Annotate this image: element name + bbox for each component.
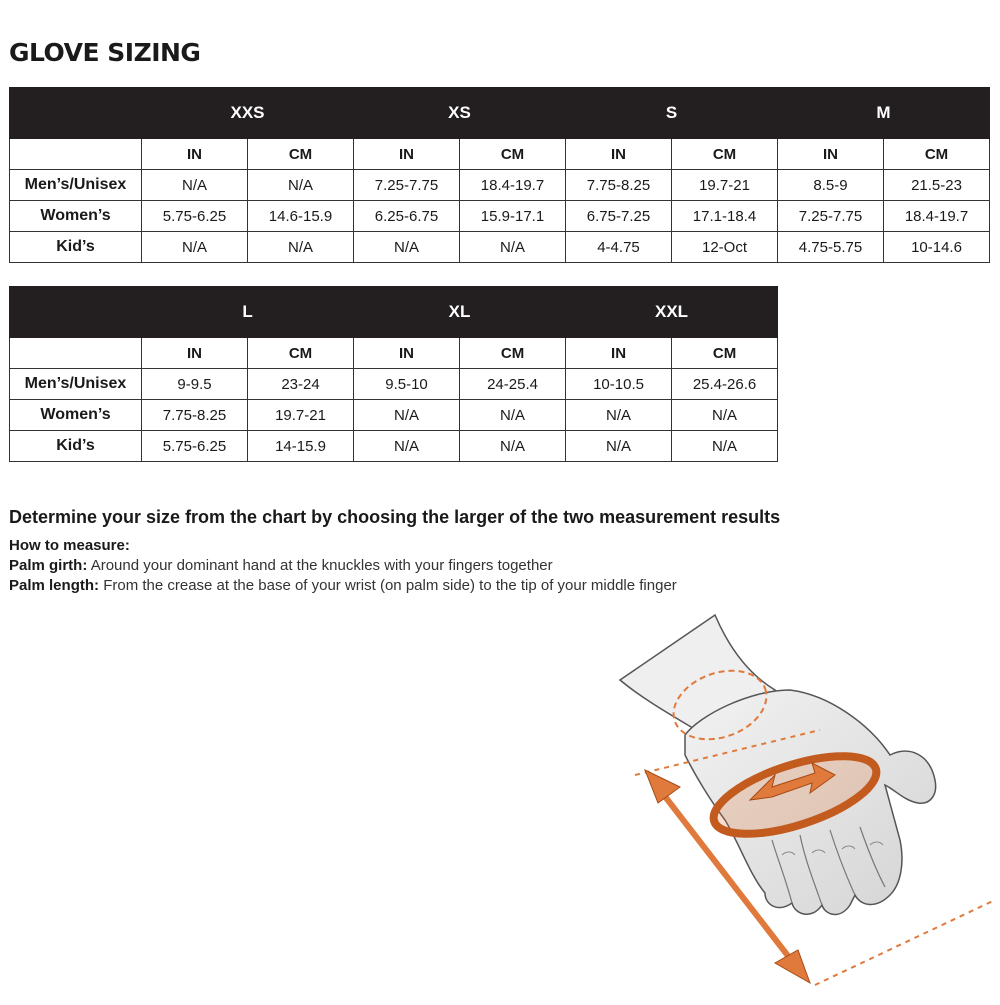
table-row — [10, 232, 990, 263]
size-header: XS — [354, 88, 566, 139]
table-cell: 7.25-7.75 — [354, 170, 460, 201]
palm-length-text: From the crease at the base of your wrist (on palm side) to the tip of your middle finger — [103, 577, 677, 594]
row-label: Kid’s — [10, 431, 142, 462]
table-cell: 14.6-15.9 — [248, 201, 354, 232]
table-cell: N/A — [142, 170, 248, 201]
table-cell: 19.7-21 — [672, 170, 778, 201]
table-cell: N/A — [460, 400, 566, 431]
table-cell: 14-15.9 — [248, 431, 354, 462]
table-cell: 9.5-10 — [354, 369, 460, 400]
header-blank — [10, 88, 142, 139]
table-row — [10, 201, 990, 232]
how-to-heading: How to measure: — [9, 537, 130, 554]
table-cell: N/A — [248, 170, 354, 201]
size-table-1 — [9, 87, 990, 263]
table-cell: N/A — [142, 232, 248, 263]
table-cell: N/A — [248, 232, 354, 263]
unit-header: CM — [672, 338, 778, 369]
unit-header: IN — [778, 139, 884, 170]
table-row — [10, 170, 990, 201]
table-cell: N/A — [672, 431, 778, 462]
unit-header: IN — [142, 338, 248, 369]
table-cell: N/A — [354, 232, 460, 263]
table-cell: 15.9-17.1 — [460, 201, 566, 232]
unit-header: CM — [672, 139, 778, 170]
size-header: XL — [354, 287, 566, 338]
table-cell: 6.75-7.25 — [566, 201, 672, 232]
table-cell: N/A — [566, 431, 672, 462]
unit-header: IN — [354, 139, 460, 170]
table-cell: 7.25-7.75 — [778, 201, 884, 232]
page-title: GLOVE SIZING — [9, 38, 201, 67]
unit-header: CM — [884, 139, 990, 170]
table-cell: 25.4-26.6 — [672, 369, 778, 400]
unit-header: CM — [248, 338, 354, 369]
table-cell: 4.75-5.75 — [778, 232, 884, 263]
table-cell: N/A — [460, 232, 566, 263]
table-cell: 10-14.6 — [884, 232, 990, 263]
unit-header: IN — [566, 139, 672, 170]
table-row — [10, 400, 778, 431]
size-header: L — [142, 287, 354, 338]
table-cell: N/A — [354, 400, 460, 431]
unit-header: IN — [566, 338, 672, 369]
header-blank — [10, 287, 142, 338]
table-cell: 5.75-6.25 — [142, 431, 248, 462]
instruction-lead: Determine your size from the chart by choosing the larger of the two measurement results — [9, 507, 781, 527]
palm-girth-text: Around your dominant hand at the knuckles with your fingers together — [90, 557, 553, 574]
row-label: Men’s/Unisex — [10, 170, 142, 201]
row-label: Kid’s — [10, 232, 142, 263]
table-row — [10, 431, 778, 462]
unit-header: CM — [460, 338, 566, 369]
size-table-2 — [9, 286, 778, 462]
unit-blank — [10, 139, 142, 170]
unit-header: IN — [142, 139, 248, 170]
size-header: XXL — [566, 287, 778, 338]
palm-length-label: Palm length: — [9, 577, 100, 594]
table-cell: 18.4-19.7 — [460, 170, 566, 201]
table-cell: 4-4.75 — [566, 232, 672, 263]
table-cell: 5.75-6.25 — [142, 201, 248, 232]
table-cell: 12-Oct — [672, 232, 778, 263]
table-cell: 21.5-23 — [884, 170, 990, 201]
size-header: S — [566, 88, 778, 139]
row-label: Women’s — [10, 201, 142, 232]
table-cell: 6.25-6.75 — [354, 201, 460, 232]
table-cell: 8.5-9 — [778, 170, 884, 201]
table-row — [10, 369, 778, 400]
size-header: M — [778, 88, 990, 139]
unit-header: CM — [248, 139, 354, 170]
measurement-instructions — [9, 507, 780, 596]
table-cell: 23-24 — [248, 369, 354, 400]
hand-measurement-icon — [600, 605, 1000, 1000]
row-label: Men’s/Unisex — [10, 369, 142, 400]
row-label: Women’s — [10, 400, 142, 431]
palm-girth-label: Palm girth: — [9, 557, 88, 574]
table-cell: 17.1-18.4 — [672, 201, 778, 232]
table-cell: 24-25.4 — [460, 369, 566, 400]
unit-blank — [10, 338, 142, 369]
table-cell: 19.7-21 — [248, 400, 354, 431]
table-cell: N/A — [354, 431, 460, 462]
unit-header: IN — [354, 338, 460, 369]
size-header: XXS — [142, 88, 354, 139]
table-cell: N/A — [566, 400, 672, 431]
table-cell: N/A — [672, 400, 778, 431]
table-cell: 10-10.5 — [566, 369, 672, 400]
table-cell: 7.75-8.25 — [142, 400, 248, 431]
table-cell: 7.75-8.25 — [566, 170, 672, 201]
table-cell: 9-9.5 — [142, 369, 248, 400]
table-cell: N/A — [460, 431, 566, 462]
table-cell: 18.4-19.7 — [884, 201, 990, 232]
unit-header: CM — [460, 139, 566, 170]
